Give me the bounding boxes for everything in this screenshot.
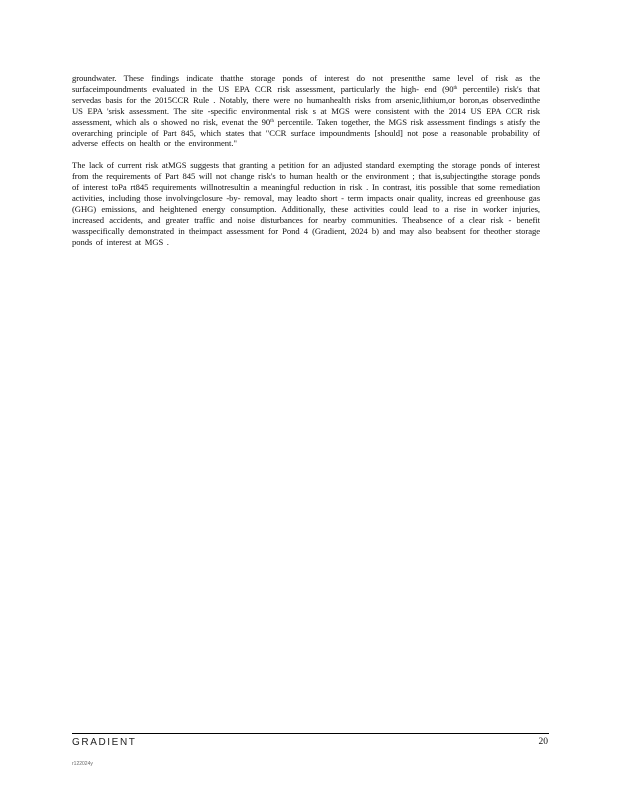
paragraph-1 [72, 73, 540, 149]
superscript-th: th [453, 85, 458, 91]
paragraph-1-text-b: percentile) risk's that servedas basis for the 2015CCR Rule . Notably, there were no humanhealth risks from arsenic,lithium,or boron,as observedinthe US EPA 'srisk assessment. The site -specific environmental risk s at MGS were consistent with the 2014 US EPA CCR risk assessment, which als o showed no risk, evenat the 90 [72, 83, 541, 127]
footer-rule [72, 733, 549, 734]
body-text [72, 73, 540, 258]
gradient-logo: GRADIENT [72, 737, 137, 748]
document-id: r122024y [72, 761, 93, 767]
paragraph-1-text-c: percentile. Taken together, the MGS risk assessment findings s atisfy the overarching principle of Part 845, which states that "CCR surface impoundments [should] not pose a reasonable probability of adverse effects on health or the environment." [72, 116, 540, 149]
paragraph-1-text-a: groundwater. These findings indicate thatthe storage ponds of interest do not presentthe same level of risk as the surfaceimpoundments evaluated in the US EPA CCR risk assessment, particularly the high- end (90 [72, 73, 540, 94]
superscript-th: th [270, 118, 274, 124]
page-number: 20 [538, 737, 548, 747]
paragraph-2: The lack of current risk atMGS suggests that granting a petition for an adjusted standard exempting the storage ponds of interest from the requirements of Part 845 will not change risk's to human health or the environment ; that is,subjectingthe storage ponds of interest toPa rt845 requirements willnotresultin a meaningful reduction in risk . In contrast, itis possible that some remediation activities, including those involvingclosure -by- removal, may leadto short - term impacts onair quality, increas ed greenhouse gas (GHG) emissions, and heightened energy consumption. Additionally, these activities could lead to a rise in worker injuries, increased accidents, and greater traffic and noise disturbances for nearby communities. Theabsence of a clear risk - benefit wasspecifically demonstrated in theimpact assessment for Pond 4 (Gradient, 2024 b) and may also beabsent for theother storage ponds of interest at MGS . [72, 160, 540, 247]
